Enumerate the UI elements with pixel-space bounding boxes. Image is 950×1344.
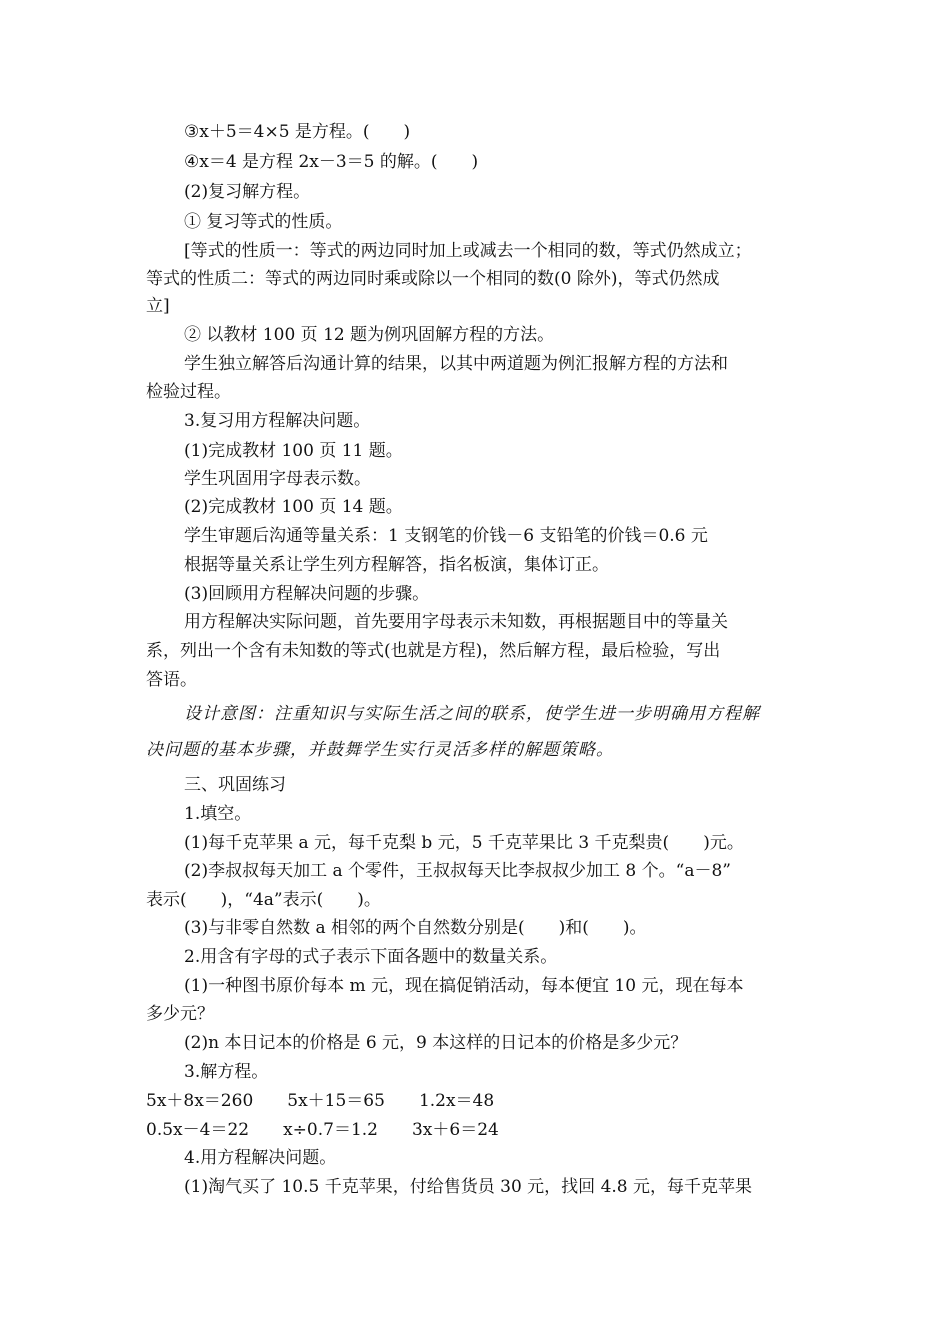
equation: 0.5x－4＝22 xyxy=(146,1120,250,1140)
text-line: 学生巩固用字母表示数。 xyxy=(184,469,371,489)
text-line: 系，列出一个含有未知数的等式(也就是方程)，然后解方程，最后检验，写出 xyxy=(146,641,721,661)
equation: x÷0.7＝1.2 xyxy=(283,1120,378,1140)
text-line: 用方程解决实际问题，首先要用字母表示未知数，再根据题目中的等量关 xyxy=(184,612,728,632)
text-line: 4.用方程解决问题。 xyxy=(184,1148,337,1168)
text-line: (2)复习解方程。 xyxy=(184,182,311,202)
text-line: (1)每千克苹果 a 元，每千克梨 b 元，5 千克苹果比 3 千克梨贵( )元。 xyxy=(184,833,744,853)
text-line: 学生审题后沟通等量关系：1 支钢笔的价钱－6 支铅笔的价钱＝0.6 元 xyxy=(184,526,708,546)
text-line: 3.解方程。 xyxy=(184,1062,269,1082)
section-heading: 三、巩固练习 xyxy=(184,775,286,795)
text-line: 检验过程。 xyxy=(146,382,231,402)
text-line: (1)一种图书原价每本 m 元，现在搞促销活动，每本便宜 10 元，现在每本 xyxy=(184,976,744,996)
equation: 1.2x＝48 xyxy=(418,1091,495,1111)
text-line: ③x＋5＝4×5 是方程。( ) xyxy=(184,122,411,142)
text-line: [等式的性质一：等式的两边同时加上或减去一个相同的数，等式仍然成立； xyxy=(184,241,752,261)
text-line: 等式的性质二：等式的两边同时乘或除以一个相同的数(0 除外)，等式仍然成 xyxy=(146,269,720,289)
text-line: 1.填空。 xyxy=(184,804,252,824)
equation-row xyxy=(146,1120,806,1140)
text-line: 学生独立解答后沟通计算的结果，以其中两道题为例汇报解方程的方法和 xyxy=(184,354,728,374)
text-line: ④x＝4 是方程 2x－3＝5 的解。( ) xyxy=(184,152,479,172)
text-line: 多少元？ xyxy=(146,1004,214,1024)
design-intent-line: 设计意图：注重知识与实际生活之间的联系，使学生进一步明确用方程解 xyxy=(184,704,760,724)
text-line: 3.复习用方程解决问题。 xyxy=(184,411,371,431)
equation-row xyxy=(146,1091,806,1111)
text-line: ② 以教材 100 页 12 题为例巩固解方程的方法。 xyxy=(184,325,555,345)
equation: 3x＋6＝24 xyxy=(411,1120,499,1140)
equation: 5x＋8x＝260 xyxy=(146,1091,254,1111)
text-line: (2)完成教材 100 页 14 题。 xyxy=(184,497,403,517)
text-line: 2.用含有字母的式子表示下面各题中的数量关系。 xyxy=(184,947,558,967)
text-line: 根据等量关系让学生列方程解答，指名板演，集体订正。 xyxy=(184,555,609,575)
text-line: 答语。 xyxy=(146,670,197,690)
design-intent-line: 决问题的基本步骤，并鼓舞学生实行灵活多样的解题策略。 xyxy=(146,740,614,760)
text-line: 立] xyxy=(146,296,170,316)
equation: 5x＋15＝65 xyxy=(287,1091,385,1111)
text-line: (3)回顾用方程解决问题的步骤。 xyxy=(184,584,430,604)
text-line: (3)与非零自然数 a 相邻的两个自然数分别是( )和( )。 xyxy=(184,918,647,938)
text-line: (2)n 本日记本的价格是 6 元，9 本这样的日记本的价格是多少元？ xyxy=(184,1033,688,1053)
text-line: (2)李叔叔每天加工 a 个零件，王叔叔每天比李叔叔少加工 8 个。“a－8” xyxy=(184,861,731,881)
text-line: ① 复习等式的性质。 xyxy=(184,212,343,232)
text-line: 表示( )，“4a”表示( )。 xyxy=(146,890,381,910)
text-line: (1)淘气买了 10.5 千克苹果，付给售货员 30 元，找回 4.8 元，每千克苹果 xyxy=(184,1177,753,1197)
text-line: (1)完成教材 100 页 11 题。 xyxy=(184,441,403,461)
